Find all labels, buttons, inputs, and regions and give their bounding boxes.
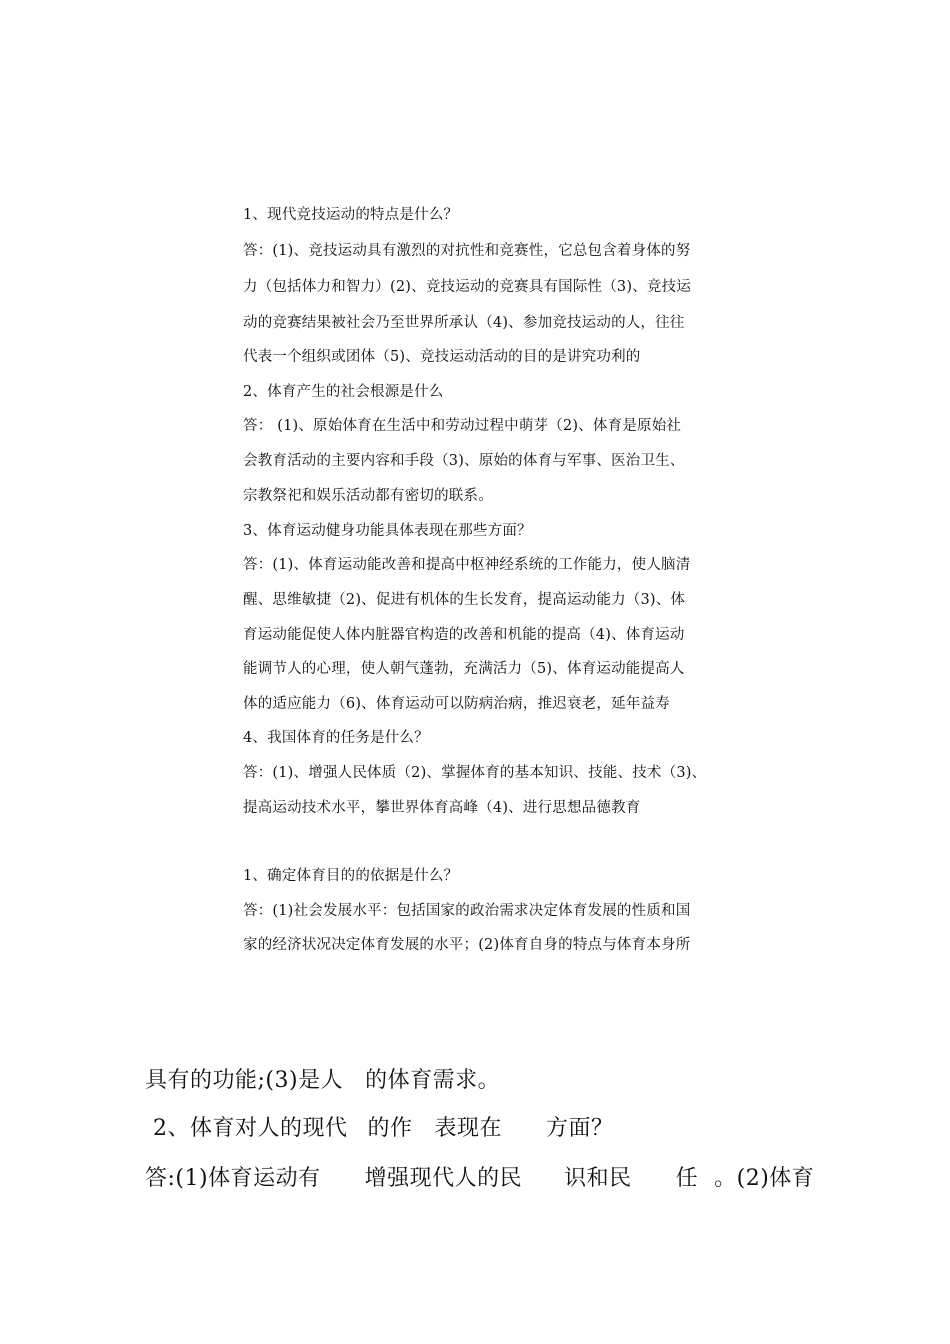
answer-purpose-line-1: 答：(1)社会发展水平：包括国家的政治需求决定体育发展的性质和国 <box>243 903 691 919</box>
lower-line-3-part-2: 增强现代人的民 <box>364 1166 523 1191</box>
lower-line-1-part-1: 具有的功能;(3)是人 <box>145 1068 344 1093</box>
lower-line-2-part-4: 方面？ <box>546 1116 614 1141</box>
question-purpose-title: 1、确定体育目的的依据是什么？ <box>243 868 459 884</box>
answer-3-line-4: 能调节人的心理，使人朝气蓬勃，充满活力（5)、体育运动能提高人 <box>243 661 685 677</box>
answer-1-line-4: 代表一个组织或团体（5)、竞技运动活动的目的是讲究功利的 <box>243 349 641 365</box>
answer-3-line-5: 体的适应能力（6)、体育运动可以防病治病，推迟衰老，延年益寿 <box>243 696 670 712</box>
lower-line-3 <box>145 1164 814 1194</box>
answer-1-line-3: 动的竞赛结果被社会乃至世界所承认（4)、参加竞技运动的人，往往 <box>243 315 685 331</box>
answer-2-line-1: 答： (1)、原始体育在生活中和劳动过程中萌芽（2)、体育是原始社 <box>243 418 682 434</box>
lower-line-3-part-1: 答:(1)体育运动有 <box>145 1166 321 1191</box>
answer-2-line-3: 宗教祭祀和娱乐活动都有密切的联系。 <box>243 488 493 504</box>
lower-line-2-part-2: 的作 <box>367 1116 413 1141</box>
answer-3-line-2: 醒、思维敏捷（2)、促进有机体的生长发育，提高运动能力（3)、体 <box>243 592 686 608</box>
lower-line-2-part-3: 表现在 <box>434 1116 503 1141</box>
question-1-title: 1、现代竞技运动的特点是什么？ <box>243 207 459 223</box>
lower-line-2-part-1: 2、体育对人的现代 <box>153 1116 348 1141</box>
question-3-title: 3、体育运动健身功能具体表现在那些方面？ <box>243 523 532 539</box>
lower-line-1 <box>145 1066 500 1096</box>
lower-line-2 <box>153 1114 614 1144</box>
answer-3-line-3: 育运动能促使人体内脏器官构造的改善和机能的提高（4)、体育运动 <box>243 627 685 643</box>
answer-1-line-2: 力（包括体力和智力）(2)、竞技运动的竞赛具有国际性（3)、竞技运 <box>243 279 692 295</box>
answer-4-line-2: 提高运动技术水平，攀世界体育高峰（4)、进行思想品德教育 <box>243 800 641 816</box>
answer-4-line-1: 答：(1)、增强人民体质（2)、掌握体育的基本知识、技能、技术（3)、 <box>243 765 707 781</box>
lower-line-1-part-2: 的体育需求。 <box>365 1068 501 1093</box>
lower-line-3-part-5: 。(2)体育 <box>714 1166 815 1191</box>
lower-line-3-part-3: 识和民 <box>564 1166 632 1191</box>
answer-1-line-1: 答：(1)、竞技运动具有激烈的对抗性和竞赛性，它总包含着身体的努 <box>243 243 691 259</box>
answer-3-line-1: 答：(1)、体育运动能改善和提高中枢神经系统的工作能力，使人脑清 <box>243 557 691 573</box>
question-2-title: 2、体育产生的社会根源是什么 <box>243 384 444 400</box>
answer-2-line-2: 会教育活动的主要内容和手段（3)、原始的体育与军事、医治卫生、 <box>243 453 685 469</box>
lower-line-3-part-4: 任 <box>675 1166 699 1191</box>
answer-purpose-line-2: 家的经济状况决定体育发展的水平；(2)体育自身的特点与体育本身所 <box>243 937 691 953</box>
question-4-title: 4、我国体育的任务是什么？ <box>243 730 429 746</box>
